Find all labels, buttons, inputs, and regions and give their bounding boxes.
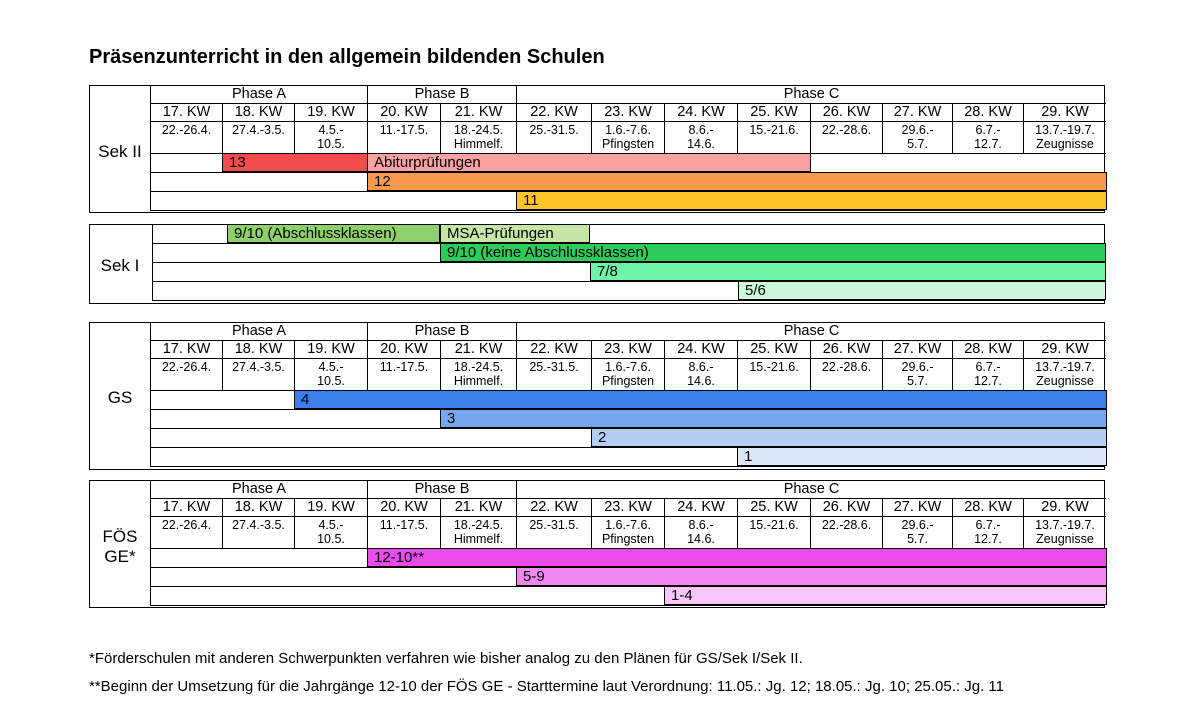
week-header: 22. KW: [516, 104, 591, 122]
bar: 1-4: [664, 586, 1107, 605]
date-cell: 27.4.-3.5.: [222, 359, 294, 391]
week-header: 18. KW: [222, 499, 294, 517]
timeline-row: [150, 173, 1104, 192]
bar: 12: [367, 172, 1107, 191]
bar: 12-10**: [367, 548, 1107, 567]
date-cell: 8.6.- 14.6.: [664, 517, 737, 549]
week-header: 28. KW: [952, 341, 1023, 359]
phase-header: Phase C: [516, 481, 1106, 499]
section-sek1: [89, 224, 1105, 304]
bar: MSA-Prüfungen: [440, 224, 590, 243]
phase-header: Phase B: [367, 323, 516, 341]
week-header: 17. KW: [150, 499, 222, 517]
date-cell: 29.6.- 5.7.: [882, 122, 952, 154]
timeline-row: [150, 192, 1104, 211]
week-header: 21. KW: [440, 341, 516, 359]
week-header: 29. KW: [1023, 104, 1106, 122]
timeline-row: [152, 244, 1104, 263]
date-cell: 22.-26.4.: [150, 517, 222, 549]
date-cell: 22.-26.4.: [150, 359, 222, 391]
bar: 13: [222, 153, 368, 172]
date-cell: 29.6.- 5.7.: [882, 359, 952, 391]
date-cell: 25.-31.5.: [516, 359, 591, 391]
date-cell: 15.-21.6.: [737, 359, 810, 391]
date-cell: 1.6.-7.6. Pfingsten: [591, 359, 664, 391]
date-cell: 22.-26.4.: [150, 122, 222, 154]
week-header: 24. KW: [664, 104, 737, 122]
date-cell: 11.-17.5.: [367, 122, 440, 154]
week-header: 22. KW: [516, 499, 591, 517]
date-cell: 6.7.- 12.7.: [952, 517, 1023, 549]
section-label-line1: FÖS: [102, 527, 138, 546]
page-title: Präsenzunterricht in den allgemein bildenden Schulen: [89, 46, 605, 68]
date-cell: 18.-24.5. Himmelf.: [440, 359, 516, 391]
bar: 7/8: [590, 262, 1106, 281]
bar: 2: [591, 428, 1107, 447]
week-header: 23. KW: [591, 104, 664, 122]
week-header: 25. KW: [737, 104, 810, 122]
week-header: 20. KW: [367, 104, 440, 122]
date-cell: 11.-17.5.: [367, 517, 440, 549]
week-header: 26. KW: [810, 341, 882, 359]
timeline-row: [150, 410, 1104, 429]
week-header: 25. KW: [737, 499, 810, 517]
date-cell: 11.-17.5.: [367, 359, 440, 391]
date-cell: 27.4.-3.5.: [222, 517, 294, 549]
date-cell: 15.-21.6.: [737, 122, 810, 154]
date-cell: 27.4.-3.5.: [222, 122, 294, 154]
phase-header: Phase C: [516, 86, 1106, 104]
date-cell: 25.-31.5.: [516, 517, 591, 549]
timeline-row: [150, 568, 1104, 587]
phase-header: Phase B: [367, 481, 516, 499]
date-cell: 18.-24.5. Himmelf.: [440, 517, 516, 549]
date-cell: 22.-28.6.: [810, 122, 882, 154]
phase-header: Phase A: [150, 323, 367, 341]
bar: 5-9: [516, 567, 1107, 586]
bar: 9/10 (keine Abschlussklassen): [440, 243, 1106, 262]
week-header: 24. KW: [664, 499, 737, 517]
section-sek2: [89, 85, 1105, 213]
date-cell: 1.6.-7.6. Pfingsten: [591, 517, 664, 549]
week-header: 17. KW: [150, 104, 222, 122]
section-foes: [89, 480, 1105, 608]
week-header: 19. KW: [294, 499, 367, 517]
week-header: 23. KW: [591, 341, 664, 359]
bar: 5/6: [738, 281, 1106, 300]
section-label: Sek II: [98, 142, 142, 161]
timeline-row: [152, 225, 1104, 244]
week-header: 19. KW: [294, 341, 367, 359]
week-header: 20. KW: [367, 341, 440, 359]
bar: 3: [440, 409, 1107, 428]
date-cell: 4.5.- 10.5.: [294, 517, 367, 549]
phase-header: Phase C: [516, 323, 1106, 341]
date-cell: 4.5.- 10.5.: [294, 122, 367, 154]
footnote-1: *Förderschulen mit anderen Schwerpunkten verfahren wie bisher analog zu den Plänen für GS/Sek I/Sek II.: [89, 650, 803, 667]
week-header: 21. KW: [440, 499, 516, 517]
date-cell: 18.-24.5. Himmelf.: [440, 122, 516, 154]
phase-header: Phase A: [150, 86, 367, 104]
section-label-line2: GE*: [104, 547, 136, 566]
week-header: 27. KW: [882, 341, 952, 359]
date-cell: 6.7.- 12.7.: [952, 122, 1023, 154]
week-header: 17. KW: [150, 341, 222, 359]
timeline-row: [152, 282, 1104, 301]
week-header: 28. KW: [952, 104, 1023, 122]
date-cell: 4.5.- 10.5.: [294, 359, 367, 391]
footnote-2: **Beginn der Umsetzung für die Jahrgänge 12-10 der FÖS GE - Starttermine laut Verordnung: 11.05.: Jg. 12; 18.05.: Jg. 10; 25.05.: Jg. 11: [89, 678, 1004, 695]
week-header: 25. KW: [737, 341, 810, 359]
week-header: 26. KW: [810, 499, 882, 517]
date-cell: 13.7.-19.7. Zeugnisse: [1023, 122, 1106, 154]
week-header: 29. KW: [1023, 499, 1106, 517]
date-cell: 8.6.- 14.6.: [664, 122, 737, 154]
timeline-row: [150, 154, 1104, 173]
date-cell: 29.6.- 5.7.: [882, 517, 952, 549]
timeline-row: [150, 429, 1104, 448]
section-gs: [89, 322, 1105, 470]
week-header: 26. KW: [810, 104, 882, 122]
week-header: 27. KW: [882, 499, 952, 517]
date-cell: 6.7.- 12.7.: [952, 359, 1023, 391]
date-cell: 1.6.-7.6. Pfingsten: [591, 122, 664, 154]
phase-header: Phase A: [150, 481, 367, 499]
date-cell: 25.-31.5.: [516, 122, 591, 154]
date-cell: 8.6.- 14.6.: [664, 359, 737, 391]
week-header: 24. KW: [664, 341, 737, 359]
week-header: 18. KW: [222, 341, 294, 359]
phase-header: Phase B: [367, 86, 516, 104]
bar: Abiturprüfungen: [367, 153, 811, 172]
bar: 4: [294, 390, 1107, 409]
bar: 11: [516, 191, 1107, 210]
week-header: 18. KW: [222, 104, 294, 122]
date-cell: 15.-21.6.: [737, 517, 810, 549]
timeline-row: [150, 448, 1104, 467]
section-label: GS: [107, 388, 133, 407]
timeline-row: [150, 587, 1104, 606]
week-header: 29. KW: [1023, 341, 1106, 359]
date-cell: 13.7.-19.7. Zeugnisse: [1023, 517, 1106, 549]
week-header: 19. KW: [294, 104, 367, 122]
timeline-row: [152, 263, 1104, 282]
week-header: 21. KW: [440, 104, 516, 122]
date-cell: 13.7.-19.7. Zeugnisse: [1023, 359, 1106, 391]
timeline-row: [150, 391, 1104, 410]
section-label: [90, 527, 150, 567]
bar: 9/10 (Abschlussklassen): [227, 224, 440, 243]
date-cell: 22.-28.6.: [810, 517, 882, 549]
date-cell: 22.-28.6.: [810, 359, 882, 391]
week-header: 28. KW: [952, 499, 1023, 517]
section-label: Sek I: [100, 256, 140, 275]
timeline-row: [150, 549, 1104, 568]
bar: 1: [737, 447, 1107, 466]
week-header: 23. KW: [591, 499, 664, 517]
week-header: 27. KW: [882, 104, 952, 122]
week-header: 20. KW: [367, 499, 440, 517]
week-header: 22. KW: [516, 341, 591, 359]
